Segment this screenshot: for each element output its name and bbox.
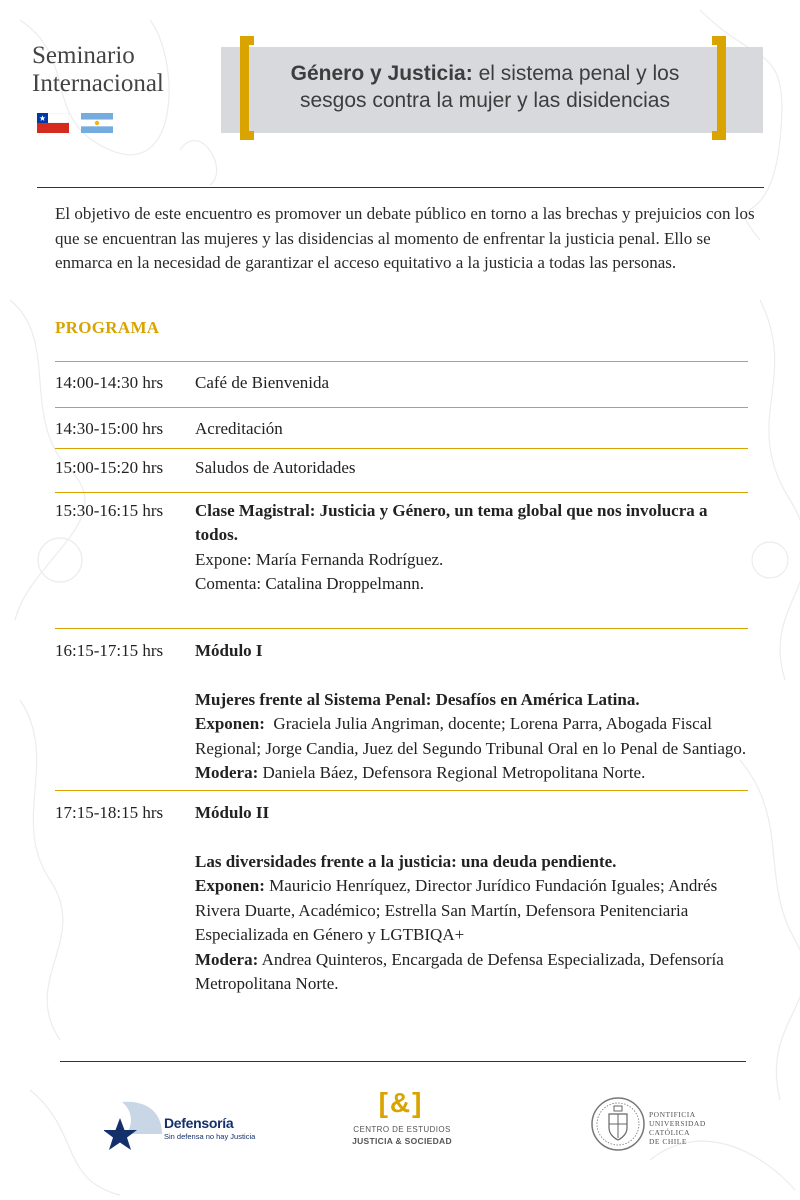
- module-moderator: [195, 761, 748, 786]
- defensoria-name: Defensoría: [164, 1115, 234, 1131]
- modera-text: Andrea Quinteros, Encargada de Defensa Especializada, Defensoría Metropolitana Norte.: [195, 949, 724, 993]
- right-bracket: [712, 36, 726, 140]
- puc-line-1: PONTIFICIA: [649, 1110, 696, 1119]
- footer-divider: [60, 1061, 746, 1062]
- program-table: [55, 361, 748, 1017]
- row-time: 15:30-16:15 hrs: [55, 500, 164, 520]
- brand-line-1: Seminario: [32, 42, 135, 69]
- cejs-logo-mark: [&]: [378, 1087, 424, 1118]
- argentina-flag-icon: [81, 113, 113, 133]
- exponen-text: Mauricio Henríquez, Director Jurídico Fundación Iguales; Andrés Rivera Duarte, Académico; Estrella San Martín, Defensora Penitenciaria Especializada en Género y LGTBIQA+: [195, 876, 718, 944]
- row-title: Acreditación: [195, 418, 283, 438]
- row-title: Saludos de Autoridades: [195, 458, 356, 477]
- row-time: 14:00-14:30 hrs: [55, 373, 164, 392]
- module-speakers: [195, 874, 748, 948]
- event-title-rest: el sistema penal y los sesgos contra la mujer y las disidencias: [299, 62, 680, 112]
- exponen-label: Exponen:: [195, 714, 265, 733]
- event-title: [258, 60, 712, 114]
- puc-name: [649, 1110, 729, 1146]
- row-time: 17:15-18:15 hrs: [55, 802, 164, 822]
- exponen-label: Exponen:: [195, 876, 265, 895]
- row-content: [195, 801, 748, 997]
- defensoria-tagline: Sin defensa no hay Justicia: [164, 1132, 256, 1141]
- left-bracket: [240, 36, 254, 140]
- flags: [37, 113, 113, 133]
- puc-line-3: CATÓLICA: [649, 1128, 691, 1137]
- event-title-bold: Género y Justicia:: [290, 62, 473, 85]
- row-title: Café de Bienvenida: [195, 373, 330, 392]
- row-title: Clase Magistral: Justicia y Género, un tema global que nos involucra a todos.: [195, 500, 708, 544]
- cejs-name-line2: JUSTICIA & SOCIEDAD: [352, 1136, 452, 1146]
- program-row: [55, 361, 748, 407]
- row-speaker: Expone: María Fernanda Rodríguez.: [195, 549, 444, 569]
- program-row: [55, 407, 748, 449]
- program-row: [55, 628, 748, 790]
- cejs-name-line1: CENTRO DE ESTUDIOS: [353, 1125, 451, 1134]
- puc-line-2: UNIVERSIDAD: [649, 1119, 706, 1128]
- puc-line-4: DE CHILE: [649, 1137, 687, 1146]
- program-row: [55, 492, 748, 628]
- module-title: Módulo I: [195, 640, 263, 660]
- module-subtitle: Mujeres frente al Sistema Penal: Desafíos en América Latina.: [195, 689, 640, 709]
- intro-paragraph: El objetivo de este encuentro es promover un debate público en torno a las brechas y prejuicios con los que se encuentran las mujeres y las disidencias al momento de enfrentar la justicia penal. Ello se enmarca en la necesidad de garantizar el acceso equitativo a la justicia a todas las personas.: [55, 204, 755, 272]
- exponen-text: Graciela Julia Angriman, docente; Lorena Parra, Abogada Fiscal Regional; Jorge Candia, Juez del Segundo Tribunal Oral en lo Penal de Santiago.: [195, 714, 747, 758]
- row-time: 15:00-15:20 hrs: [55, 458, 164, 477]
- chile-flag-icon: [37, 113, 69, 133]
- brand-line-2: Internacional: [32, 70, 164, 97]
- row-content: [195, 499, 748, 597]
- header-divider: [37, 187, 764, 188]
- row-time: 16:15-17:15 hrs: [55, 640, 164, 660]
- program-heading: PROGRAMA: [55, 318, 160, 337]
- row-commentator: Comenta: Catalina Droppelmann.: [195, 574, 424, 593]
- program-row: [55, 448, 748, 492]
- seminar-brand: [32, 42, 164, 98]
- row-content: [195, 639, 748, 786]
- module-subtitle: Las diversidades frente a la justicia: una deuda pendiente.: [195, 851, 617, 871]
- program-row: [55, 790, 748, 1017]
- modera-text: Daniela Báez, Defensora Regional Metropolitana Norte.: [258, 763, 646, 782]
- module-moderator: [195, 948, 748, 997]
- modera-label: Modera:: [195, 949, 259, 969]
- module-speakers: [195, 712, 748, 761]
- modera-label: Modera:: [195, 763, 259, 782]
- puc-seal-icon: [590, 1096, 646, 1152]
- row-time: 14:30-15:00 hrs: [55, 418, 164, 438]
- module-title: Módulo II: [195, 802, 270, 822]
